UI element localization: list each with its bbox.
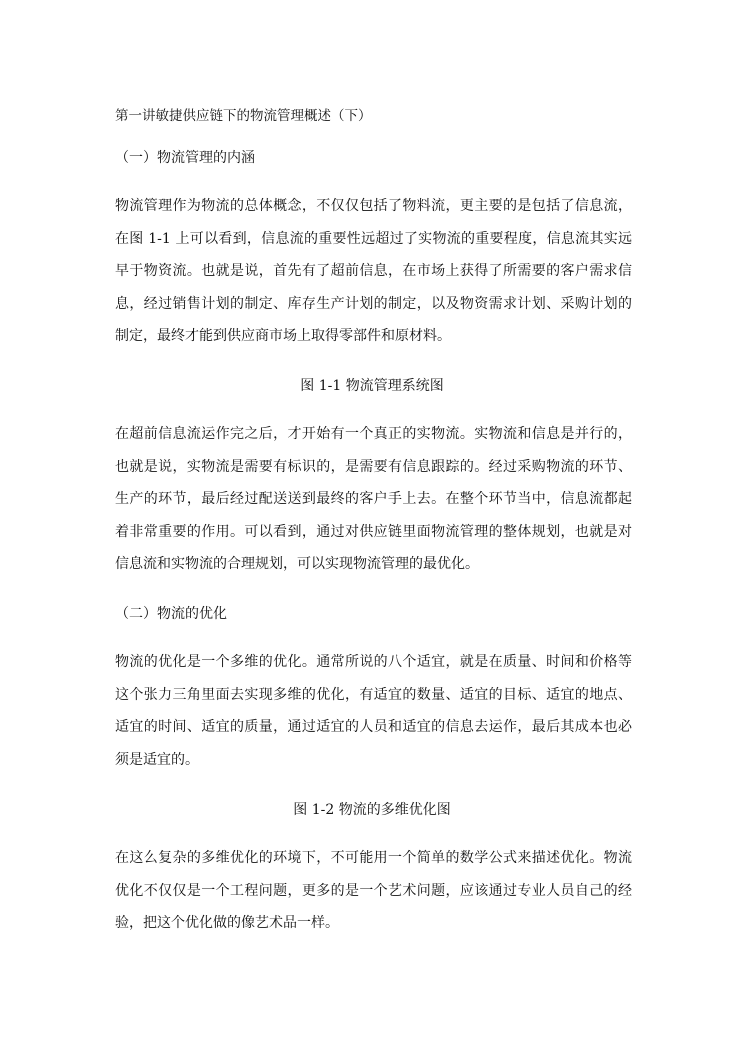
figure-caption-1-1: 图 1-1 物流管理系统图 — [300, 378, 444, 394]
paragraph-material-flow: 在超前信息流运作完之后，才开始有一个真正的实物流。实物流和信息是并行的，也就是说，实物流是需要有标识的，是需要有信息跟踪的。经过采购物流的环节、生产的环节，最后经过配送送到最终的客户手上去。在整个环节当中，信息流都起着非常重要的作用。可以看到，通过对供应链里面物流管理的整体规划，也就是对信息流和实物流的合理规划，可以实现物流管理的最优化。 — [115, 426, 632, 572]
document-title: 第一讲敏捷供应链下的物流管理概述（下） — [115, 108, 372, 124]
figure-caption-1-2: 图 1-2 物流的多维优化图 — [293, 802, 451, 818]
paragraph-multidimensional-optimization: 物流的优化是一个多维的优化。通常所说的八个适宜，就是在质量、时间和价格等这个张力三角里面去实现多维的优化，有适宜的数量、适宜的目标、适宜的地点、适宜的时间、适宜的质量，通过适宜的人员和适宜的信息去运作，最后其成本也必须是适宜的。 — [115, 654, 632, 768]
paragraph-info-flow: 物流管理作为物流的总体概念，不仅仅包括了物料流，更主要的是包括了信息流，在图 1-1 上可以看到，信息流的重要性远超过了实物流的重要程度，信息流其实远早于物资流。也就是说，首先有了超前信息，在市场上获得了所需要的客户需求信息，经过销售计划的制定、库存生产计划的制定，以及物资需求计划、采购计划的制定，最终才能到供应商市场上取得零部件和原材料。 — [115, 198, 632, 344]
paragraph-optimization-art: 在这么复杂的多维优化的环境下，不可能用一个简单的数学公式来描述优化。物流优化不仅仅是一个工程问题，更多的是一个艺术问题，应该通过专业人员自己的经验，把这个优化做的像艺术品一样。 — [115, 850, 632, 931]
section-heading-content: （一）物流管理的内涵 — [115, 150, 255, 166]
section-heading-optimization: （二）物流的优化 — [115, 606, 227, 622]
